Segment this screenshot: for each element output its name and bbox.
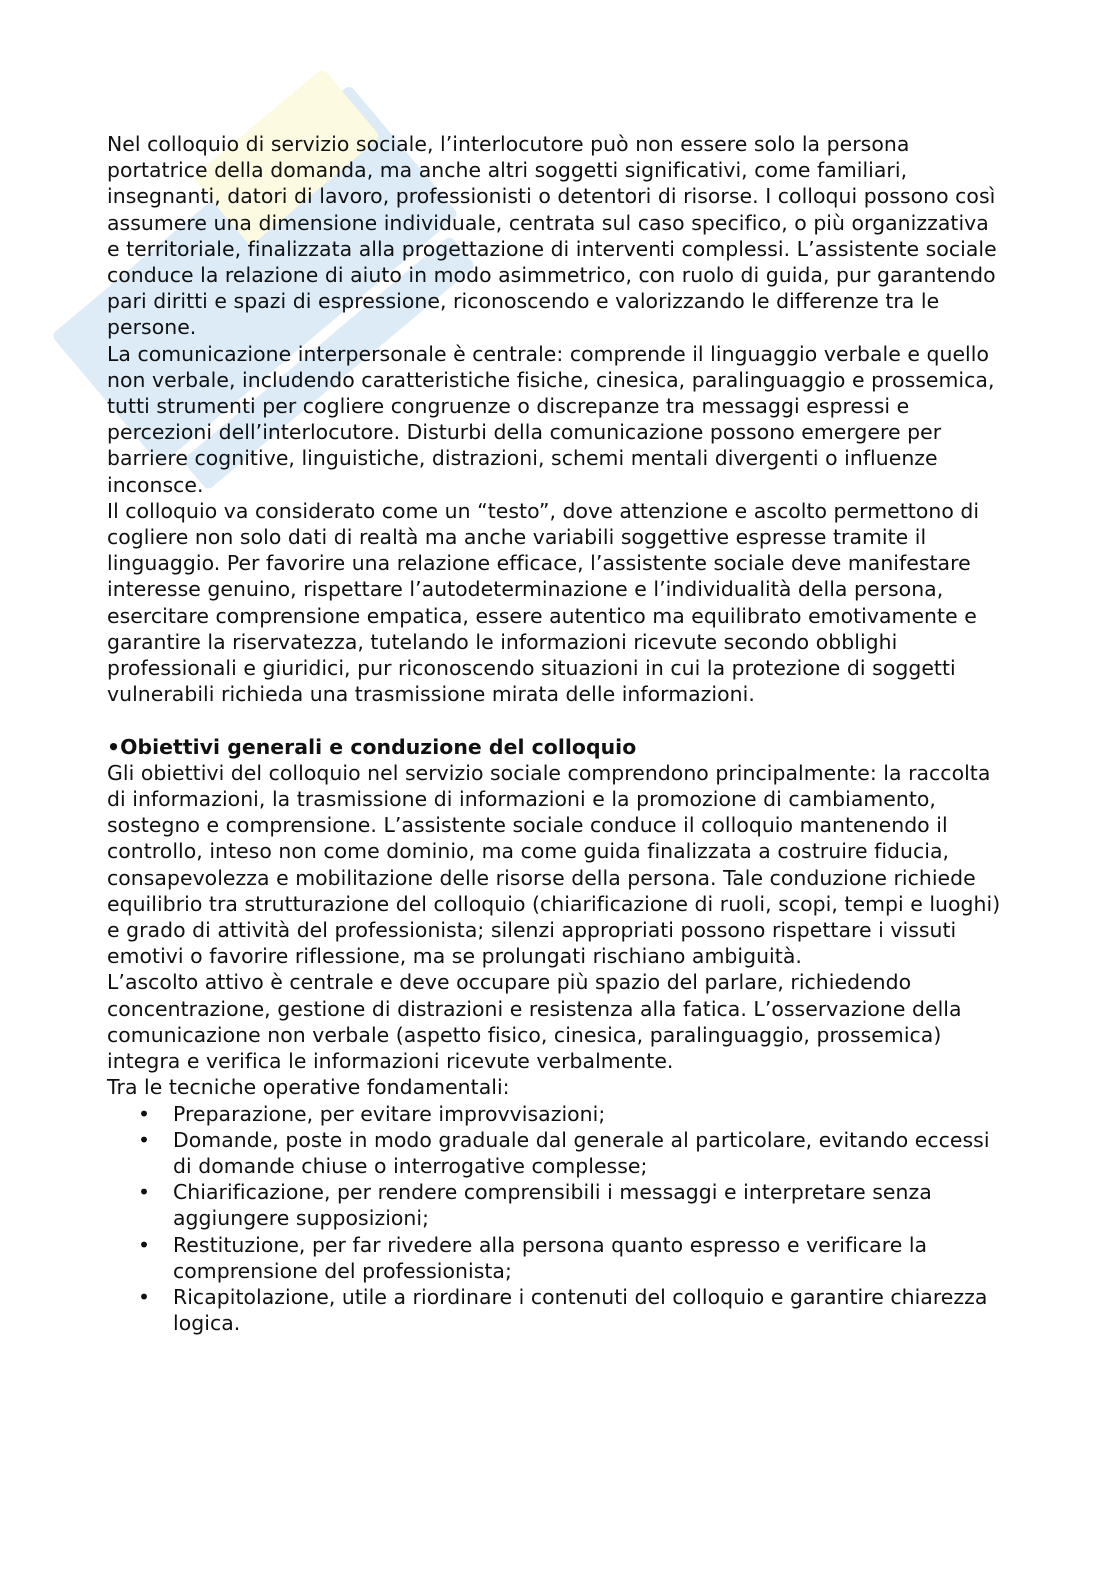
document-page [107,131,1007,1336]
list-item-text: Ricapitolazione, utile a riordinare i contenuti del colloquio e garantire chiarezza logica. [173,1284,988,1336]
list-item-text: Chiarificazione, per rendere comprensibili i messaggi e interpretare senza aggiungere supposizioni; [173,1180,932,1231]
bullet-icon: • [138,1127,151,1152]
intro-paragraph-3: Il colloquio va considerato come un “testo”, dove attenzione e ascolto permettono di cogliere non solo dati di realtà ma anche variabili soggettive espresse tramite il linguaggio. Per favorire una relazione efficace, l’assistente sociale deve manifestare interesse genuino, rispettare l’autodeterminazione e l’individualità della persona, esercitare comprensione empatica, essere autentico ma equilibrato emotivamente e garantire la riservatezza, tutelando le informazioni ricevute secondo obblighi professionali e giuridici, pur riconoscendo situazioni in cui la protezione di soggetti vulnerabili richieda una trasmissione mirata delle informazioni. [107,498,980,707]
section-paragraph-1: Gli obiettivi del colloquio nel servizio sociale comprendono principalmente: la raccolta di informazioni, la trasmissione di informazioni e la promozione di cambiamento, sostegno e comprensione. L’assistente sociale conduce il colloquio mantenendo il controllo, inteso non come dominio, ma come guida finalizzata a costruire fiducia, consapevolezza e mobilitazione delle risorse della persona. Tale conduzione richiede equilibrio tra strutturazione del colloquio (chiarificazione di ruoli, scopi, tempi e luoghi) e grado di attività del professionista; silenzi appropriati possono rispettare i vissuti emotivi o favorire riflessione, ma se prolungati rischiano ambiguità. [107,760,1001,969]
list-item [138,1127,1007,1179]
bullet-icon: • [138,1101,151,1126]
bullet-icon: • [138,1232,151,1257]
list-item [138,1179,1007,1231]
techniques-list [107,1101,1007,1337]
techniques-intro: Tra le tecniche operative fondamentali: [107,1075,510,1100]
section-heading: •Obiettivi generali e conduzione del colloquio [107,734,637,759]
list-item [138,1232,1007,1284]
intro-paragraph-2: La comunicazione interpersonale è centrale: comprende il linguaggio verbale e quello non verbale, includendo caratteristiche fisiche, cinesica, paralinguaggio e prossemica, tutti strumenti per cogliere congruenze o discrepanze tra messaggi espressi e percezioni dell’interlocutore. Disturbi della comunicazione possono emergere per barriere cognitive, linguistiche, distrazioni, schemi mentali divergenti o influenze inconsce. [107,341,995,497]
bullet-icon: • [138,1180,151,1205]
list-item-text: Preparazione, per evitare improvvisazioni; [173,1101,606,1126]
list-item-text: Restituzione, per far rivedere alla persona quanto espresso e verificare la comprensione del professionista; [173,1232,928,1283]
paragraph-spacer [107,707,1007,733]
list-item [138,1284,1007,1336]
list-item [138,1101,1007,1127]
bullet-icon: • [138,1284,151,1309]
section-paragraph-2: L’ascolto attivo è centrale e deve occupare più spazio del parlare, richiedendo concentrazione, gestione di distrazioni e resistenza alla fatica. L’osservazione della comunicazione non verbale (aspetto fisico, cinesica, paralinguaggio, prossemica) integra e verifica le informazioni ricevute verbalmente. [107,970,962,1074]
intro-paragraph-1: Nel colloquio di servizio sociale, l’interlocutore può non essere solo la persona portatrice della domanda, ma anche altri soggetti significativi, come familiari, insegnanti, datori di lavoro, professionisti o detentori di risorse. I colloqui possono così assumere una dimensione individuale, centrata sul caso specifico, o più organizzativa e territoriale, finalizzata alla progettazione di interventi complessi. L’assistente sociale conduce la relazione di aiuto in modo asimmetrico, con ruolo di guida, pur garantendo pari diritti e spazi di espressione, riconoscendo e valorizzando le differenze tra le persone. [107,132,997,340]
list-item-text: Domande, poste in modo graduale dal generale al particolare, evitando eccessi di domande chiuse o interrogative complesse; [173,1127,990,1178]
